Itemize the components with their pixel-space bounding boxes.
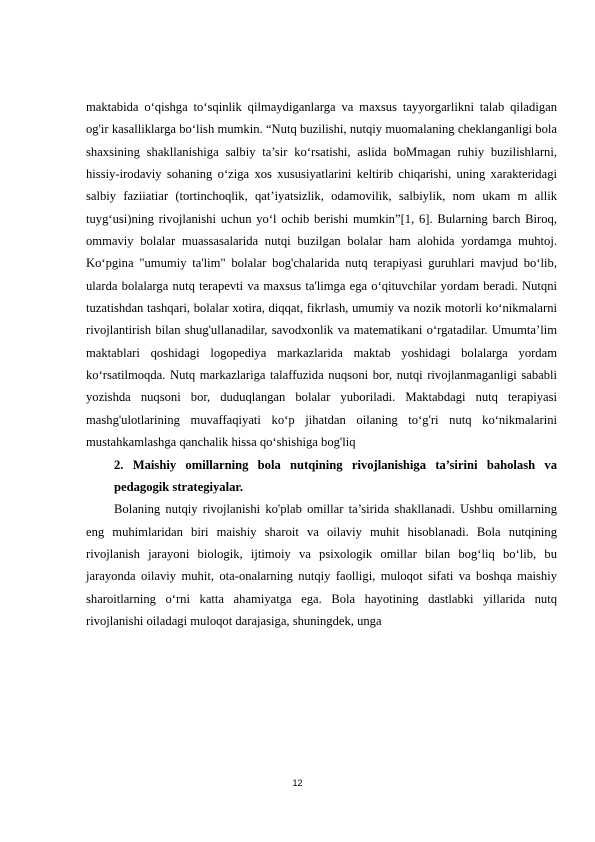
document-body: [86, 96, 557, 632]
section-heading: 2. Maishiy omillarning bola nutqining rivojlanishiga ta’sirini baholash va pedagogik strategiyalar.: [114, 457, 557, 494]
paragraph: Bolaning nutqiy rivojlanishi ko'plab omillar ta’sirida shakllanadi. Ushbu omillarning eng muhimlaridan biri maishiy sharoit va oilaviy muhit hisoblanadi. Bola nutqining rivojlanish jarayoni biologik, ijtimoiy va psixologik omillar bilan bog‘liq bo‘lib, bu jarayonda oilaviy muhit, ota-onalarning nutqiy faolligi, muloqot sifati va boshqa maishiy sharoitlarning o‘rni katta ahamiyatga ega. Bola hayotining dastlabki yillarida nutq rivojlanishi oiladagi muloqot darajasiga, shuningdek, unga: [86, 502, 557, 628]
paragraph-continued: maktabida o‘qishga to‘sqinlik qilmaydiganlarga va maxsus tayyorgarlikni talab qiladigan og'ir kasalliklarga bo‘lish mumkin. “Nutq buzilishi, nutqiy muomalaning cheklanganligi bola shaxsining shakllanishiga salbiy ta’sir ko‘rsatishi, aslida boMmagan ruhiy buzilishlarni, hissiy-irodaviy sohaning o‘ziga xos xususiyatlarini keltirib chiqarishi, uning xarakteridagi salbiy faziiatiar (tortinchoqlik, qat’iyatsizlik, odamovilik, salbiylik, nom ukam m allik tuyg‘usi)ning rivojlanishi uchun yo‘l ochib berishi mumkin”[1, 6]. Bularning barch Biroq, ommaviy bolalar muassasalarida nutqi buzilgan bolalar ham alohida yordamga muhtoj. Ko‘pgina "umumiy ta'lim" bolalar bog'chalarida nutq terapiyasi guruhlari mavjud bo‘lib, ularda bolalarga nutq terapevti va maxsus ta'limga ega o‘qituvchilar yordam beradi. Nutqni tuzatishdan tashqari, bolalar xotira, diqqat, fikrlash, umumiy va nozik motorli ko‘nikmalarni rivojlantirish bilan shug'ullanadilar, savodxonlik va matematikani o‘rgatadilar. Umumta’lim maktablari qoshidagi logopediya markazlarida maktab yoshidagi bolalarga yordam ko‘rsatilmoqda. Nutq markazlariga talaffuzida nuqsoni bor, nutqi rivojlanmaganligi sababli yozishda nuqsoni bor, duduqlangan bolalar yuboriladi. Maktabdagi nutq terapiyasi mashg'ulotlarining muvaffaqiyati ko‘p jihatdan oilaning to‘g'ri nutq ko‘nikmalarini mustahkamlashga qanchalik hissa qo‘shishiga bog'liq: [86, 100, 557, 450]
page-number: 12: [292, 778, 303, 788]
